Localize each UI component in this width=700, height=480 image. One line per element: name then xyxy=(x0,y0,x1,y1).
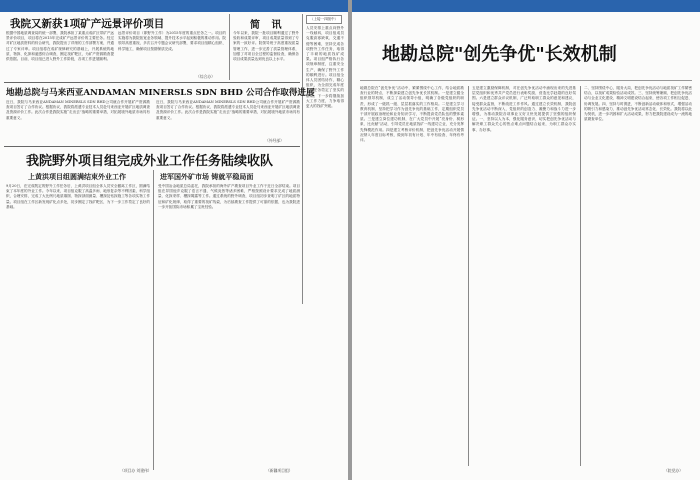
strip-body: 人员安排上重点向野外一线倾斜，项目组成员克服高寒缺氧、交通不便等困难，坚持完成各项野外工作任务，取得了丰硕的地质找矿成果。项目组严格执行各项规章制度，注重安全生产，确保了野外工作的顺利进行。项目组全体人员团结协作，精心组织，为全面完成年度工作任务奠定了坚实的基础。下一步将继续加大工作力度，力争取得更大的找矿突破。 xyxy=(306,26,344,109)
brief-divider xyxy=(229,14,230,80)
article2-author: （外经部） xyxy=(265,138,284,143)
right-article-col1: 地勘总院在“创先争优”活动中，紧紧围绕中心工作，结合地质勘查行业的特点，不断探索建立创先争优长效机制。一是建立健全组织领导机制，成立了活动领导小组，明确了各级党组织的职责，形成了一级抓一级、层层抓落实的工作格局。二是建立学习教育机制，坚持把学习作为创先争优的基础工作，定期组织党员干部开展政治理论和业务知识学习，不断提高党员队伍的整体素质。三是建立岗位建功机制，在广大党员中开展“亮身份、树形象、比贡献”活动，引导党员在地质找矿一线建功立业，充分发挥先锋模范作用。四是建立考核评价机制，把创先争优活动开展情况纳入年度目标考核，做到年初有计划、年中有检查、年终有考评。 xyxy=(360,86,464,143)
article3-col1-body: 9月20日，在完成既定的野外工作任务后，上黄洪项目组全体人员安全撤离工作区，圆满结束了本年度的外业工作。今年以来，项目组克服了高温多雨、地形复杂等不利因素，科学组织，合理安排，完成了大比例尺地质填图、物探剖面测量、槽探及钻探施工等各项实物工作量。项目组在工作区新发现矿化点多处，初步圈定了找矿靶区，为下一步工作奠定了良好的基础。 xyxy=(6,184,150,209)
left-page-header xyxy=(0,0,348,12)
article1-body: 根据中国地质调查局的统一部署，我院承担了某重点成矿区带矿产远景评价项目，项目将在2015年完成矿产远景评价的主要任务。经过对矿区地质资料的综合研究，我院提出了详细的工作部署方案，并通过了专家评审。项目组将在成矿规律研究的基础上，开展系统的地质、物探、化探和遥感综合调查，圈定找矿靶区，为矿产资源勘查提供依据。目前，项目组已进入野外工作阶段，各项工作进展顺利。 xyxy=(6,31,114,62)
article3-col1-author: （项目办 刘建伟） xyxy=(120,468,152,473)
article3-col2-subtitle: 进军国外矿市场 铸就平稳局面 xyxy=(160,172,254,181)
brief-title: 简 讯 xyxy=(250,20,286,31)
article2-body: 近日，我院与马来西亚ANDAMAN MINERSLS SDN BHD公司就合作开展矿产资源勘查项目签订了合作协议。根据协议，我院将派遣专业技术人员赴马来西亚开展矿区地质调查及资源评价工作。此次合作是我院实施“走出去”战略的重要举措，对拓展境外地质市场具有重要意义。 xyxy=(6,100,150,120)
right-page-header xyxy=(352,0,700,12)
left-newspaper-page xyxy=(0,0,348,480)
right-col-divider-2 xyxy=(580,86,581,466)
strip-divider xyxy=(302,14,303,304)
article2-body-cont: 近日，我院与马来西亚ANDAMAN MINERSLS SDN BHD公司就合作开展矿产资源勘查项目签订了合作协议。根据协议，我院将派遣专业技术人员赴马来西亚开展矿区地质调查及资源评价工作。此次合作是我院实施“走出去”战略的重要举措，对拓展境外地质市场具有重要意义。 xyxy=(156,100,300,120)
right-article-col3: 二、坚持围绕中心，服务大局，把创先争优活动与地质找矿工作紧密结合，以找矿成果检验活动成效。三、坚持统筹兼顾，把创先争优活动与企业文化建设、精神文明建设结合起来，使各项工作相互促进、协调发展。四、坚持与时俱进，不断创新活动载体和形式，增强活动的吸引力和感染力，推动创先争优活动常态化、长效化。我院将以此为契机，进一步巩固和扩大活动成果，努力把我院建设成为一流的地质勘查单位。 xyxy=(584,86,692,122)
right-article-author: （院党办） xyxy=(664,468,683,473)
article2-title: 地勘总院与马来西亚ANDAMAN MINERSLS SDN BHD 公司合作取得进展 xyxy=(6,88,315,98)
article1-title: 我院又新获1项矿产远景评价项目 xyxy=(10,18,165,30)
article3-column-divider xyxy=(153,170,154,470)
right-article-title: 地勘总院"创先争优"长效机制 xyxy=(382,44,617,65)
article3-col2-author: （新疆项目组） xyxy=(266,468,293,473)
article3-col1-subtitle: 上黄洪项目组圆满结束外业工作 xyxy=(28,172,126,181)
right-col-divider-1 xyxy=(468,86,469,466)
right-newspaper-page xyxy=(352,0,700,480)
article1-author: （综合办） xyxy=(196,74,215,79)
article3-title: 我院野外项目组完成外业工作任务陆续收队 xyxy=(26,154,274,169)
section-rule-2 xyxy=(4,146,300,147)
right-title-rule xyxy=(360,80,692,81)
article1-body-cont: 远景评价项目（即野外工作）为2015年度的重点任务之一。项目的实施将为我院拓宽业务领域、提升技术水平起到积极的推动作用。院领导高度重视，多次召开专题会议研究部署，要求项目组精心组织、科学施工，确保项目按期保质完成。 xyxy=(118,31,226,51)
article3-col2-body: 受中国冶金地质总局委托，我院承担的海外矿产勘查项目外业工作于近日全部结束。项目组在异国他乡克服了语言不通、气候炎热等诸多困难，严格按照设计要求完成了地质测量、化探采样、槽探揭露等工作。通过系统的野外调查，项目组初步查明了矿区的地质特征和矿化规律，取得了重要的找矿线索，为后续勘查工作提供了可靠的依据，也为我院进一步开拓国际市场积累了宝贵经验。 xyxy=(158,184,300,209)
brief-body: 今年以来，我院一批项目顺利通过了野外验收和成果评审，项目成果质量得到了专家的一致好评。院领导班子高度重视质量管理工作，进一步完善了质量管理体系，加强了对项目全过程的监督检查，确保各项目成果质量达到优良以上水平。 xyxy=(233,31,299,62)
right-article-col2: 五是建立激励保障机制，对在创先争优活动中涌现出来的先进基层党组织和优秀共产党员进行表彰奖励，营造比学赶超的良好氛围。六是建立群众评议机制，广泛听取职工群众的意见和建议，接受群众监督，不断改进工作作风。通过建立长效机制，我院创先争优活动不断深入，党组织的创造力、凝聚力和战斗力进一步增强，为推动我院各项事业又好又快发展提供了坚强的组织保证。一、坚持以人为本，强化服务意识，切实把创先争优活动与解决职工群众关心的热点难点问题结合起来，为职工群众办实事、办好事。 xyxy=(472,86,576,132)
strip-continued-label: （上接一四版中） xyxy=(306,15,342,24)
section-rule-1 xyxy=(4,82,300,83)
